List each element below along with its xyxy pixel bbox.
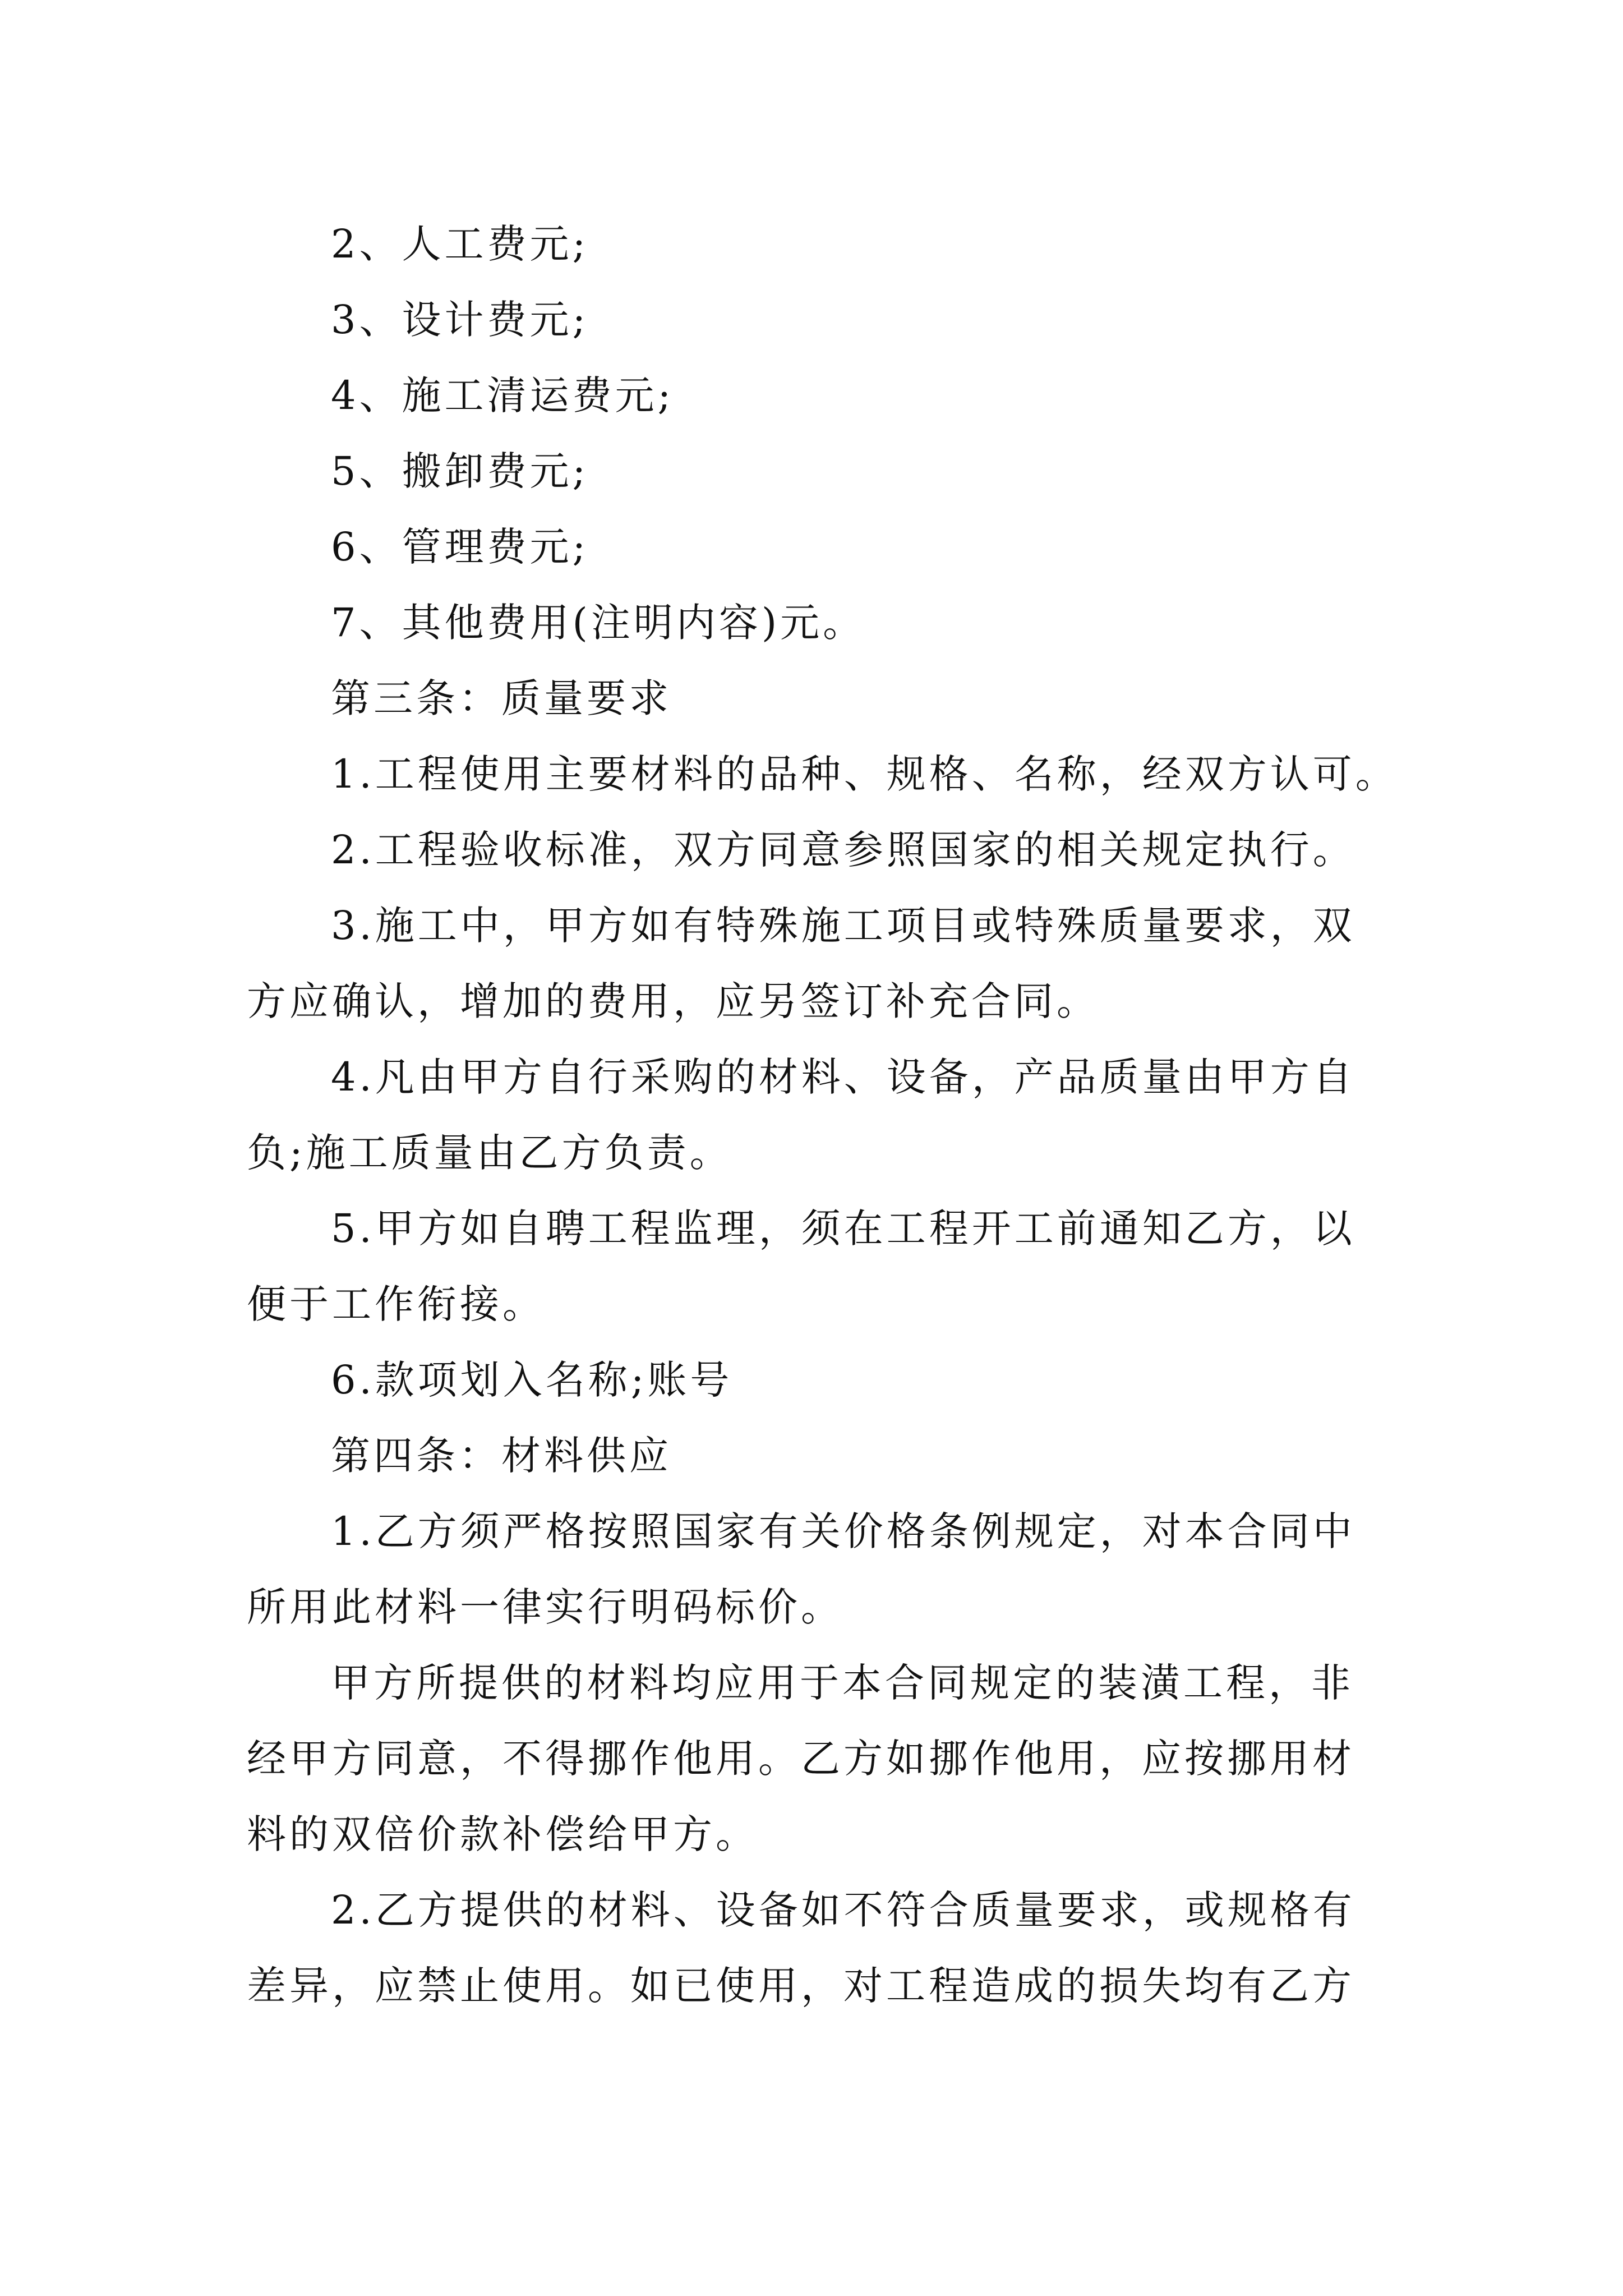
text-line: 1.工程使用主要材料的品种、规格、名称，经双方认可。	[331, 751, 1398, 797]
section-heading: 第三条：质量要求	[331, 675, 672, 721]
text-line: 3、设计费元;	[331, 297, 589, 343]
text-line: 料的双倍价款补偿给甲方。	[247, 1811, 758, 1857]
text-line: 7、其他费用(注明内容)元。	[331, 600, 866, 646]
text-line: 所用此材料一律实行明码标价。	[247, 1584, 843, 1630]
text-line: 6.款项划入名称;账号	[331, 1357, 733, 1403]
text-line: 2.乙方提供的材料、设备如不符合质量要求，或规格有	[331, 1887, 1355, 1933]
text-line: 4、施工清运费元;	[331, 372, 675, 418]
text-line: 2.工程验收标准，双方同意参照国家的相关规定执行。	[331, 827, 1355, 873]
text-line: 经甲方同意，不得挪作他用。乙方如挪作他用，应按挪用材	[247, 1736, 1355, 1782]
section-heading: 第四条：材料供应	[331, 1433, 672, 1479]
text-line: 便于工作衔接。	[247, 1281, 545, 1327]
text-line: 3.施工中，甲方如有特殊施工项目或特殊质量要求，双	[331, 903, 1355, 949]
text-line: 1.乙方须严格按照国家有关价格条例规定，对本合同中	[331, 1508, 1355, 1554]
text-line: 4.凡由甲方自行采购的材料、设备，产品质量由甲方自	[331, 1054, 1355, 1100]
text-line: 甲方所提供的材料均应用于本合同规定的装潢工程，非	[331, 1660, 1354, 1706]
text-line: 5、搬卸费元;	[331, 448, 589, 494]
text-line: 5.甲方如自聘工程监理，须在工程开工前通知乙方，以	[331, 1205, 1355, 1251]
text-line: 负;施工质量由乙方负责。	[247, 1130, 732, 1176]
text-line: 差异，应禁止使用。如已使用，对工程造成的损失均有乙方	[247, 1963, 1355, 2009]
text-line: 方应确认，增加的费用，应另签订补充合同。	[247, 978, 1099, 1024]
text-line: 2、人工费元;	[331, 221, 589, 267]
document-body	[247, 206, 1398, 2024]
text-line: 6、管理费元;	[331, 524, 589, 570]
